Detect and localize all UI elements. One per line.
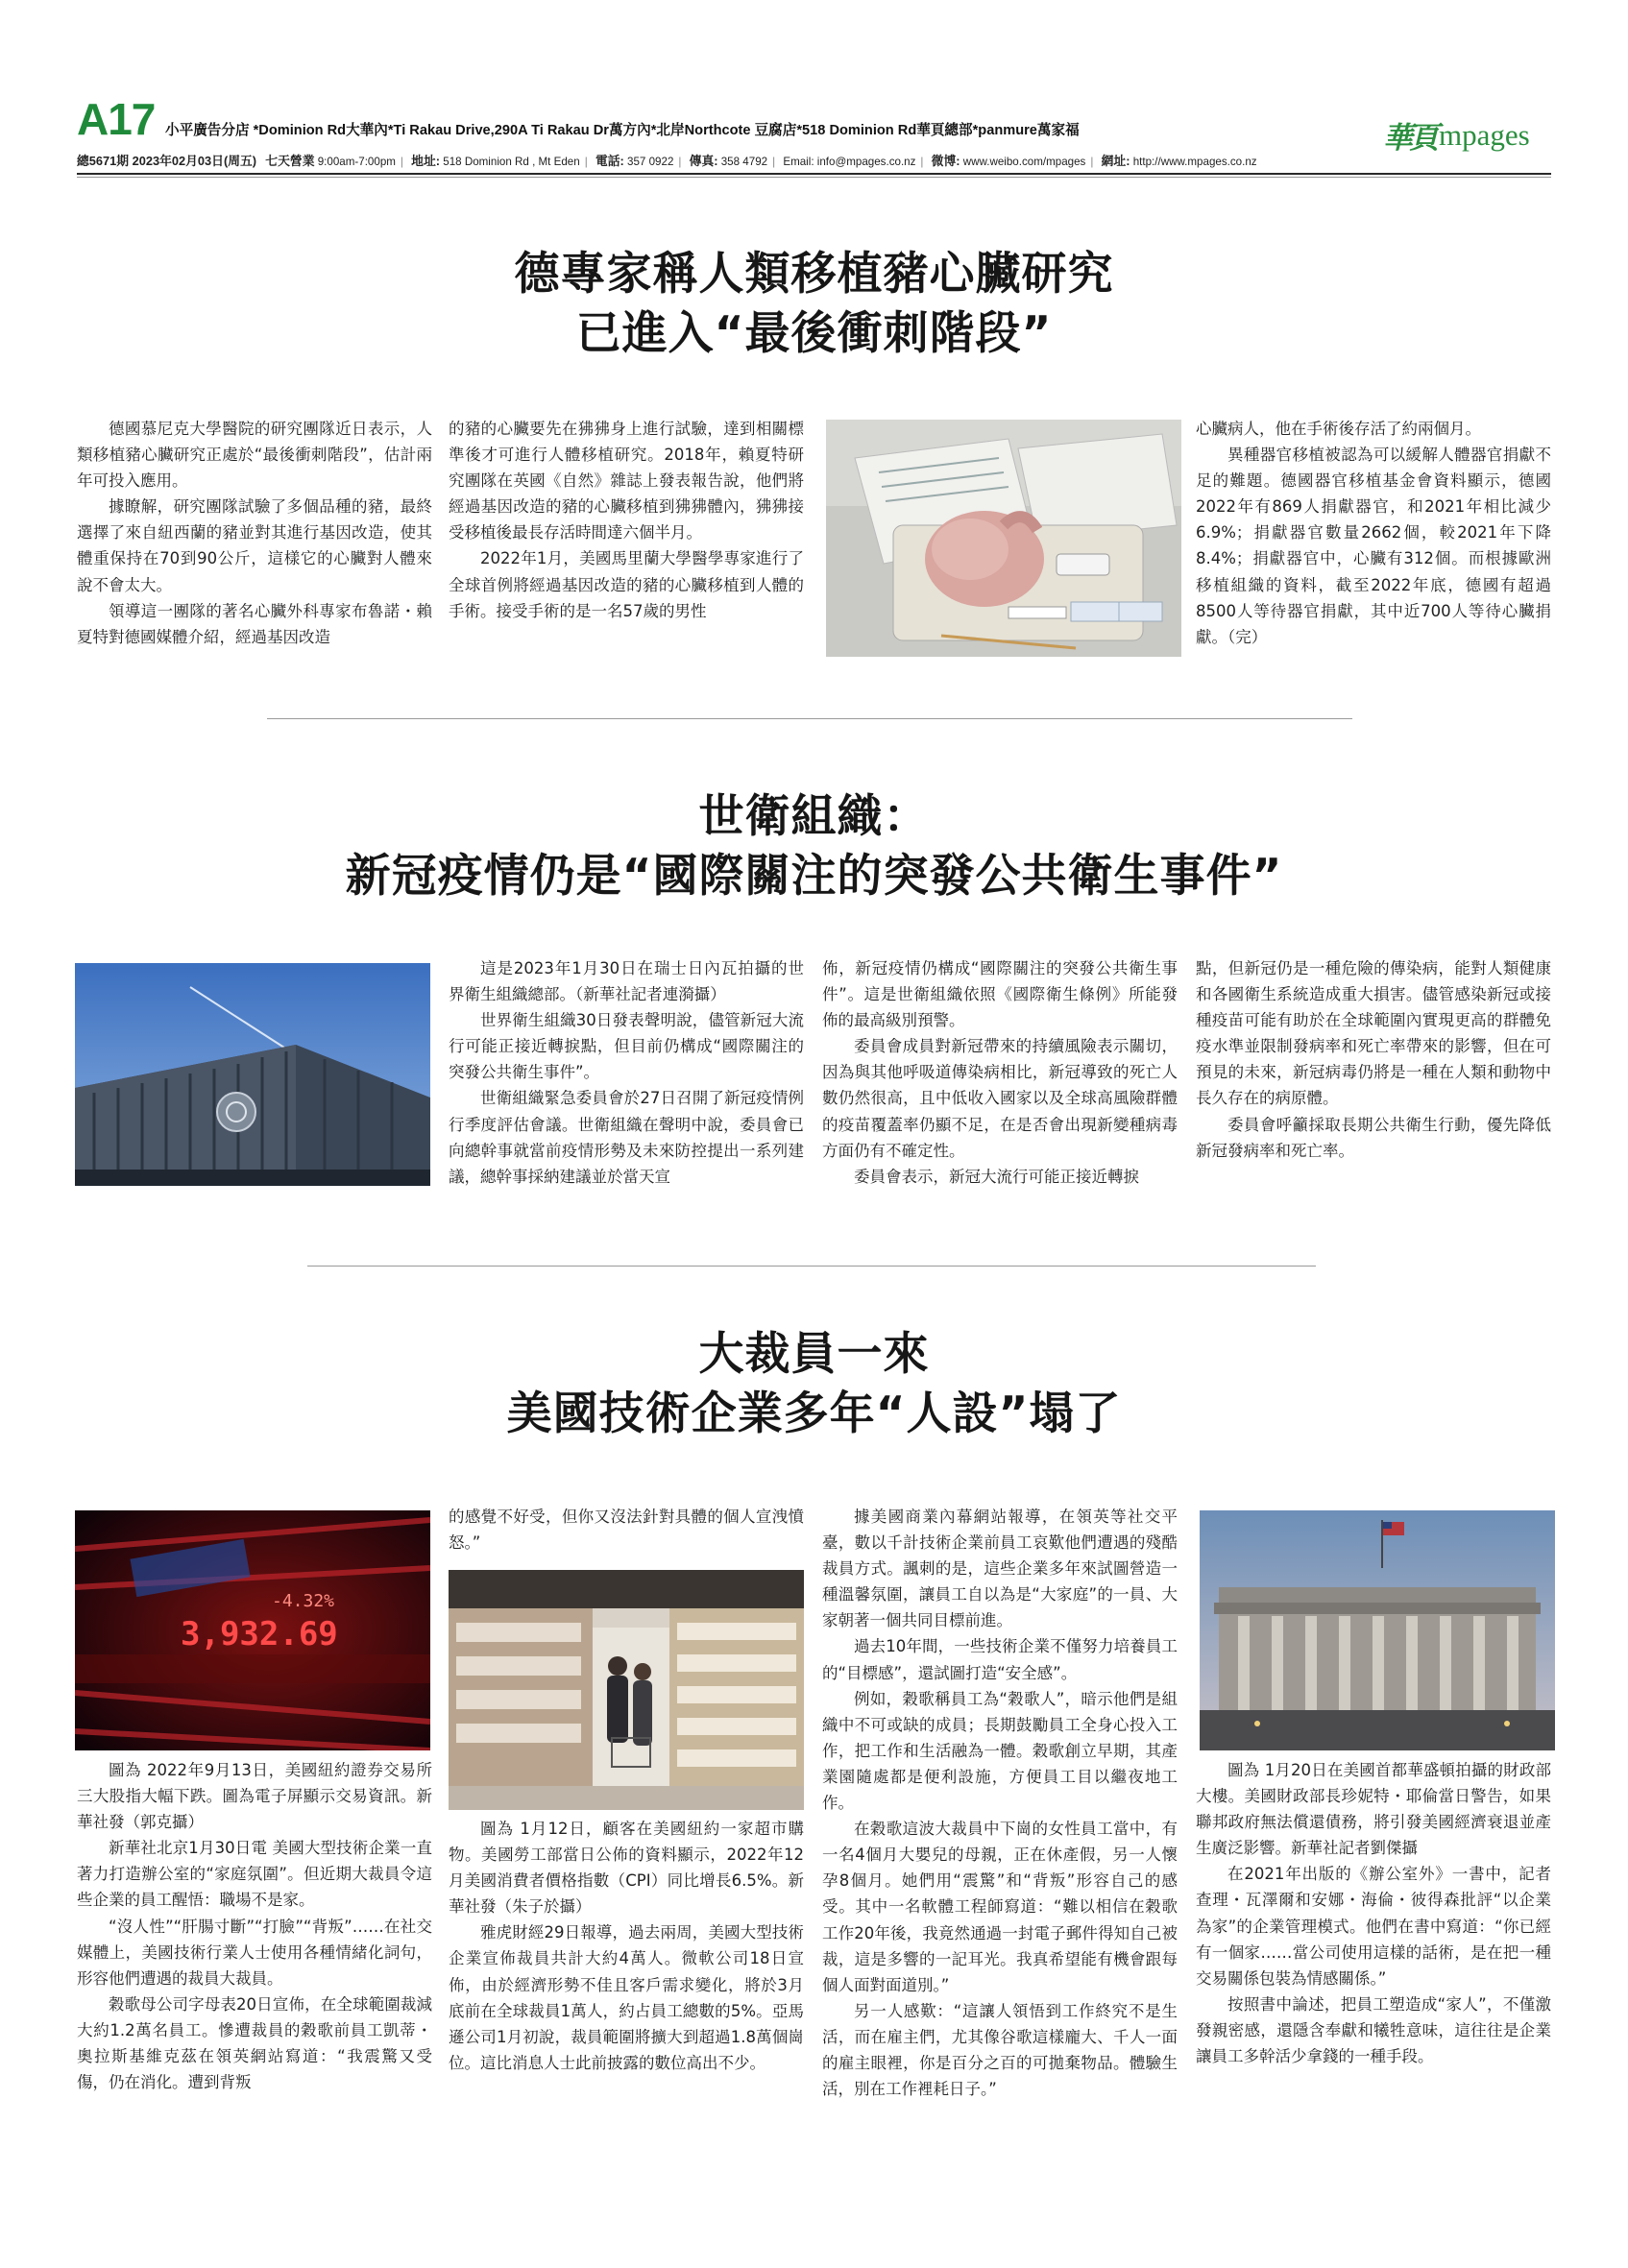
article2-headline-line1: 世衛組織：	[698, 790, 930, 843]
fax-label: 傳真:	[689, 154, 718, 168]
paragraph: 世界衛生組織30日發表聲明說，儘管新冠大流行可能正接近轉捩點，但目前仍構成“國際關注的突發公共衛生事件”。	[449, 1011, 804, 1082]
article3-column-2-top	[449, 1504, 804, 1556]
who-headquarters-photo	[75, 963, 430, 1186]
article1-column-1	[77, 416, 432, 650]
paragraph: 委員會呼籲採取長期公共衛生行動，優先降低新冠發病率和死亡率。	[1196, 1115, 1551, 1160]
phone: 357 0922	[627, 156, 674, 168]
issue-number: 總5671期 2023年02月03日(周五)	[77, 154, 257, 168]
article2-column-3	[822, 955, 1178, 1190]
issue-info-line: 總5671期 2023年02月03日(周五) 七天營業 9:00am-7:00pm | 地址: 518 Dominion Rd , Mt Eden | 電話: 357 0922 | 傳真: 358 4792 | Email: info@mpages.co.nz | 微博: www.weibo.com/mpages | 網址: http://www.mpages.co.nz	[77, 154, 1257, 168]
weibo-link[interactable]: www.weibo.com/mpages	[962, 156, 1086, 168]
article3-headline-line2: 美國技術企業多年“人設”塌了	[506, 1387, 1122, 1440]
article2-headline	[0, 787, 1628, 906]
paragraph: 點，但新冠仍是一種危險的傳染病，能對人類健康和各國衛生系統造成重大損害。儘管感染新冠或接種疫苗可能有助於在全球範圍內實現更高的群體免疫水準並限制發病率和死亡率帶來的影響，但在可預見的未來，新冠病毒仍將是一種在人類和動物中長久存在的病原體。	[1196, 959, 1551, 1108]
article1-headline-line2: 已進入“最後衝刺階段”	[575, 307, 1053, 360]
article1-headline-line1: 德專家稱人類移植豬心臟研究	[514, 248, 1114, 301]
paragraph: 在穀歌這波大裁員中下崗的女性員工當中，有一名4個月大嬰兒的母親，正在休產假，另一人懷孕8個月。她們用“震驚”和“背叛”形容自己的感受。其中一名軟體工程師寫道：“難以相信在穀歌工作20年後，我竟然通過一封電子郵件得知自己被裁，這是多響的一記耳光。我真希望能有機會跟每個人面對面道別。”	[822, 1820, 1178, 1994]
paragraph: 過去10年間，一些技術企業不僅努力培養員工的“目標感”，還試圖打造“安全感”。	[822, 1637, 1178, 1682]
photo-caption: 這是2023年1月30日在瑞士日內瓦拍攝的世界衛生組織總部。（新華社記者連漪攝）	[449, 959, 804, 1004]
paragraph: 的豬的心臟要先在狒狒身上進行試驗，達到相關標準後才可進行人體移植研究。2018年，賴夏特研究團隊在英國《自然》雜誌上發表報告說，他們將經過基因改造的豬的心臟移植到狒狒體內，狒狒接受移植後最長存活時間達六個半月。	[449, 420, 804, 543]
paragraph: 穀歌母公司字母表20日宣佈，在全球範圍裁減大約1.2萬名員工。慘遭裁員的穀歌前員工凱蒂・奧拉斯基維克茲在領英網站寫道：“我震驚又受傷，仍在消化。遭到背叛	[77, 1994, 432, 2092]
paragraph: 雅虎財經29日報導，過去兩周，美國大型技術企業宣佈裁員共計大約4萬人。微軟公司18日宣佈，由於經濟形勢不佳且客戶需求變化，將於3月底前在全球裁員1萬人，約占員工總數的5%。亞馬遜公司1月初說，裁員範圍將擴大到超過1.8萬個崗位。這比消息人士此前披露的數位高出不少。	[449, 1923, 804, 2072]
paragraph: 領導這一團隊的著名心臟外科專家布魯諾・賴夏特對德國媒體介紹，經過基因改造	[77, 601, 432, 646]
article2-headline-line2: 新冠疫情仍是“國際關注的突發公共衛生事件”	[345, 850, 1283, 903]
paragraph: 在2021年出版的《辦公室外》一書中，記者查理・瓦澤爾和安娜・海倫・彼得森批評“以企業為家”的企業管理模式。他們在書中寫道：“你已經有一個家……當公司使用這樣的話術，是在把一種交易關係包裝為情感關係。”	[1196, 1865, 1551, 1988]
page-number: A17	[77, 94, 156, 144]
paragraph: 據美國商業內幕網站報導，在領英等社交平臺，數以千計技術企業前員工哀歎他們遭遇的殘酷裁員方式。諷刺的是，這些企業多年來試圖營造一種溫馨氛圍，讓員工自以為是“大家庭”的一員、大家朝著一個共同目標前進。	[822, 1508, 1178, 1630]
article2-column-4	[1196, 955, 1551, 1164]
website-link[interactable]: http://www.mpages.co.nz	[1132, 156, 1257, 168]
paragraph: 新華社北京1月30日電 美國大型技術企業一直著力打造辦公室的“家庭氛圍”。但近期大裁員令這些企業的員工醒悟：職場不是家。	[77, 1839, 432, 1910]
article3-column-4	[1196, 1757, 1551, 2069]
pig-heart-photo	[826, 420, 1181, 657]
article3-column-2-bottom	[449, 1816, 804, 2076]
stock-index-digits: 3,932.69	[181, 1615, 338, 1653]
article3-column-3	[822, 1504, 1178, 2102]
weibo-label: 微博:	[931, 154, 960, 168]
store-locations: 小平廣告分店 *Dominion Rd大華內*Ti Rakau Drive,290A Ti Rakau Dr萬方內*北岸Northcote 豆腐店*518 Dominion Rd華頁總部*panmure萬家福	[165, 123, 1080, 138]
masthead-rule-thin	[77, 177, 1551, 178]
photo-caption: 圖為 2022年9月13日，美國紐約證券交易所三大股指大幅下跌。圖為電子屏顯示交易資訊。新華社發（郭克攝）	[77, 1761, 432, 1832]
article1-headline	[0, 245, 1628, 364]
section-divider	[267, 718, 1352, 719]
logo-mark: 華頁	[1383, 121, 1435, 156]
stock-percent: -4.32%	[272, 1591, 335, 1611]
article3-column-1	[77, 1757, 432, 2095]
article1-column-4	[1196, 416, 1551, 650]
paragraph: 異種器官移植被認為可以緩解人體器官捐獻不足的難題。德國器官移植基金會資料顯示，德國2022年有869人捐獻器官，和2021年相比減少6.9%；捐獻器官數量2662個，較2021年下降8.4%；捐獻器官中，心臟有312個。而根據歐洲移植組織的資料，截至2022年底，德國有超過8500人等待器官捐獻，其中近700人等待心臟捐獻。（完）	[1196, 446, 1551, 646]
photo-caption: 圖為 1月20日在美國首都華盛頓拍攝的財政部大樓。美國財政部長珍妮特・耶倫當日警告，如果聯邦政府無法償還債務，將引發美國經濟衰退並產生廣泛影響。新華社記者劉傑攝	[1196, 1761, 1551, 1858]
paragraph: 另一人感歎：“這讓人領悟到工作終究不是生活，而在雇主們，尤其像谷歌這樣龐大、千人一面的雇主眼裡，你是百分之百的可拋棄物品。體驗生活，別在工作裡耗日子。”	[822, 2001, 1178, 2099]
paragraph: 委員會成員對新冠帶來的持續風險表示關切，因為與其他呼吸道傳染病相比，新冠導致的死亡人數仍然很高，且中低收入國家以及全球高風險群體的疫苗覆蓋率仍顯不足，在是否會出現新變種病毒方面仍有不確定性。	[822, 1037, 1178, 1160]
paragraph: 按照書中論述，把員工塑造成“家人”，不僅激發親密感，還隱含奉獻和犧牲意味，這往往是企業讓員工多幹活少拿錢的一種手段。	[1196, 1994, 1551, 2066]
email[interactable]: Email: info@mpages.co.nz	[783, 156, 916, 168]
paragraph: 據瞭解，研究團隊試驗了多個品種的豬，最終選擇了來自紐西蘭的豬並對其進行基因改造，使其體重保持在70到90公斤，這樣它的心臟對人體來說不會太大。	[77, 497, 432, 594]
hours-label: 七天營業	[265, 154, 315, 168]
paragraph: 的感覺不好受，但你又沒法針對具體的個人宣洩憤怒。”	[449, 1508, 804, 1553]
address-label: 地址:	[411, 154, 441, 168]
paragraph: “沒人性”“肝腸寸斷”“打臉”“背叛”……在社交媒體上，美國技術行業人士使用各種情緒化詞句，形容他們遭遇的裁員大裁員。	[77, 1917, 432, 1988]
website-label: 網址:	[1101, 154, 1130, 168]
paragraph: 2022年1月，美國馬里蘭大學醫學專家進行了全球首例將經過基因改造的豬的心臟移植到人體的手術。接受手術的是一名57歲的男性	[449, 549, 804, 620]
paragraph: 心臟病人，他在手術後存活了約兩個月。	[1196, 420, 1481, 438]
logo-text: mpages	[1439, 117, 1530, 152]
stock-exchange-photo	[75, 1510, 430, 1750]
photo-caption: 圖為 1月12日，顧客在美國紐約一家超市購物。美國勞工部當日公佈的資料顯示，2022年12月美國消費者價格指數（CPI）同比增長6.5%。新華社發（朱子於攝）	[449, 1820, 804, 1917]
article1-column-2	[449, 416, 804, 624]
paragraph: 委員會表示，新冠大流行可能正接近轉捩	[854, 1167, 1139, 1186]
paragraph: 佈，新冠疫情仍構成“國際關注的突發公共衛生事件”。這是世衛組織依照《國際衛生條例》所能發佈的最高級別預警。	[822, 959, 1178, 1030]
paragraph: 世衛組織緊急委員會於27日召開了新冠疫情例行季度評估會議。世衛組織在聲明中說，委員會已向總幹事就當前疫情形勢及未來防控提出一系列建議，總幹事採納建議並於當天宣	[449, 1089, 804, 1186]
paragraph: 例如，穀歌稱員工為“穀歌人”，暗示他們是組織中不可或缺的成員；長期鼓勵員工全身心投入工作，把工作和生活融為一體。穀歌創立早期，其產業園隨處都是便利設施，方便員工目以繼夜地工作。	[822, 1689, 1178, 1813]
fax: 358 4792	[720, 156, 768, 168]
section-divider	[307, 1266, 1316, 1267]
phone-label: 電話:	[595, 154, 624, 168]
paragraph: 德國慕尼克大學醫院的研究團隊近日表示，人類移植豬心臟研究正處於“最後衝刺階段”，估計兩年可投入應用。	[77, 420, 432, 491]
article2-column-2	[449, 955, 804, 1190]
hours: 9:00am-7:00pm	[317, 156, 396, 168]
logo	[1383, 113, 1530, 156]
article3-headline-line1: 大裁員一來	[698, 1328, 930, 1381]
address: 518 Dominion Rd , Mt Eden	[443, 156, 580, 168]
treasury-building-photo	[1200, 1510, 1555, 1750]
article3-headline	[0, 1325, 1628, 1444]
masthead-rule	[77, 173, 1551, 175]
supermarket-photo	[449, 1570, 804, 1810]
